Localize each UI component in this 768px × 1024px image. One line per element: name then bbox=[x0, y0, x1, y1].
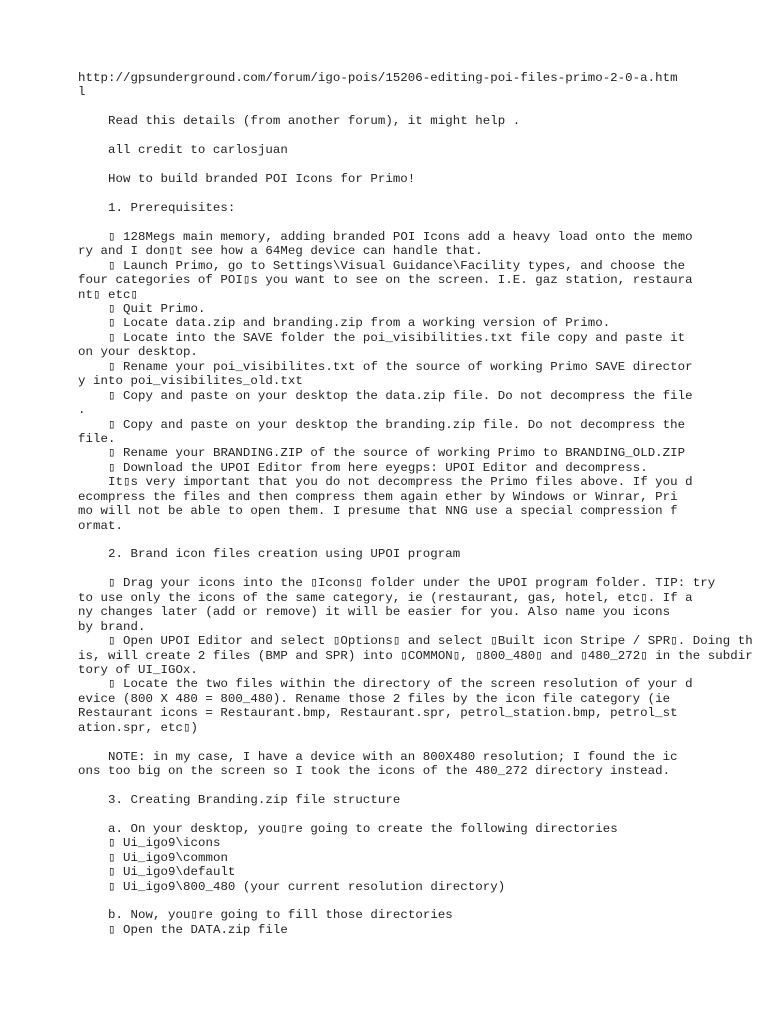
text-line: four categories of POI▯s you want to see on the screen. I.E. gaz station, restaura bbox=[78, 273, 693, 288]
blank-line bbox=[78, 735, 768, 749]
text-line: ▯ Ui_igo9\default bbox=[78, 865, 236, 880]
text-line: is, will create 2 files (BMP and SPR) into ▯COMMON▯, ▯800_480▯ and ▯480_272▯ in the subdir bbox=[78, 648, 753, 663]
text-line: file. bbox=[78, 431, 116, 446]
text-line: ry and I don▯t see how a 64Meg device can handle that. bbox=[78, 244, 483, 259]
text-line: ▯ Download the UPOI Editor from here eyegps: UPOI Editor and decompress. bbox=[78, 460, 648, 475]
text-line: ▯ Rename your BRANDING.ZIP of the source of working Primo to BRANDING_OLD.ZIP bbox=[78, 446, 686, 461]
text-line: http://gpsunderground.com/forum/igo-pois/15206-editing-poi-files-primo-2-0-a.htm bbox=[78, 71, 678, 85]
text-line: by brand. bbox=[78, 619, 146, 634]
text-line: ▯ Rename your poi_visibilites.txt of the source of working Primo SAVE director bbox=[78, 359, 693, 374]
text-line: ation.spr, etc▯) bbox=[78, 720, 198, 735]
text-line: ▯ Locate into the SAVE folder the poi_visibilities.txt file copy and paste it bbox=[78, 330, 686, 345]
text-line: Restaurant icons = Restaurant.bmp, Restaurant.spr, petrol_station.bmp, petrol_st bbox=[78, 706, 678, 721]
text-line: ▯ Copy and paste on your desktop the data.zip file. Do not decompress the file bbox=[78, 388, 693, 403]
text-line: b. Now, you▯re going to fill those directories bbox=[78, 908, 453, 923]
text-line: ▯ Open the DATA.zip file bbox=[78, 922, 288, 937]
text-line: a. On your desktop, you▯re going to create the following directories bbox=[78, 821, 618, 836]
text-line: ▯ Ui_igo9\common bbox=[78, 850, 228, 865]
text-line: . bbox=[78, 403, 86, 418]
blank-line bbox=[78, 894, 768, 908]
text-line: ▯ Open UPOI Editor and select ▯Options▯ and select ▯Built icon Stripe / SPR▯. Doing th bbox=[78, 634, 753, 649]
text-line: ons too big on the screen so I took the icons of the 480_272 directory instead. bbox=[78, 764, 671, 778]
text-line: ▯ Copy and paste on your desktop the branding.zip file. Do not decompress the bbox=[78, 417, 686, 432]
text-line: ▯ Locate the two files within the directory of the screen resolution of your d bbox=[78, 677, 693, 692]
text-line: It▯s very important that you do not decompress the Primo files above. If you d bbox=[78, 475, 693, 490]
blank-line bbox=[78, 100, 768, 114]
blank-line bbox=[78, 778, 768, 792]
text-line: ormat. bbox=[78, 518, 123, 533]
text-line: y into poi_visibilites_old.txt bbox=[78, 374, 303, 389]
text-line: NOTE: in my case, I have a device with an 800X480 resolution; I found the ic bbox=[78, 749, 678, 764]
text-line: ▯ Quit Primo. bbox=[78, 302, 206, 316]
text-line: ▯ Ui_igo9\800_480 (your current resolution directory) bbox=[78, 879, 506, 894]
document-page bbox=[78, 71, 768, 937]
text-line: ▯ 128Megs main memory, adding branded POI Icons add a heavy load onto the memo bbox=[78, 229, 693, 244]
text-line: ny changes later (add or remove) it will be easier for you. Also name you icons bbox=[78, 605, 671, 620]
text-line: ecompress the files and then compress them again ether by Windows or Winrar, Pri bbox=[78, 489, 678, 504]
text-line: tory of UI_IGOx. bbox=[78, 662, 198, 677]
text-line: nt▯ etc▯ bbox=[78, 287, 139, 302]
text-line: 2. Brand icon files creation using UPOI program bbox=[78, 547, 461, 562]
text-line: 3. Creating Branding.zip file structure bbox=[78, 792, 401, 807]
text-line: ▯ Launch Primo, go to Settings\Visual Guidance\Facility types, and choose the bbox=[78, 258, 686, 273]
text-line: all credit to carlosjuan bbox=[78, 143, 288, 158]
text-line: ▯ Ui_igo9\icons bbox=[78, 836, 221, 851]
blank-line bbox=[78, 215, 768, 229]
blank-line bbox=[78, 562, 768, 576]
text-line: ▯ Locate data.zip and branding.zip from a working version of Primo. bbox=[78, 316, 611, 331]
text-line: l bbox=[78, 85, 86, 100]
blank-line bbox=[78, 807, 768, 821]
text-line: mo will not be able to open them. I presume that NNG use a special compression f bbox=[78, 504, 678, 519]
blank-line bbox=[78, 158, 768, 172]
blank-line bbox=[78, 533, 768, 547]
blank-line bbox=[78, 129, 768, 143]
text-line: How to build branded POI Icons for Primo! bbox=[78, 172, 416, 187]
text-line: evice (800 X 480 = 800_480). Rename those 2 files by the icon file category (ie bbox=[78, 691, 671, 706]
text-line: on your desktop. bbox=[78, 345, 198, 360]
blank-line bbox=[78, 187, 768, 201]
text-line: to use only the icons of the same category, ie (restaurant, gas, hotel, etc▯. If a bbox=[78, 590, 693, 605]
text-line: 1. Prerequisites: bbox=[78, 200, 236, 215]
text-line: ▯ Drag your icons into the ▯Icons▯ folder under the UPOI program folder. TIP: try bbox=[78, 576, 716, 591]
text-line: Read this details (from another forum), it might help . bbox=[78, 114, 521, 129]
